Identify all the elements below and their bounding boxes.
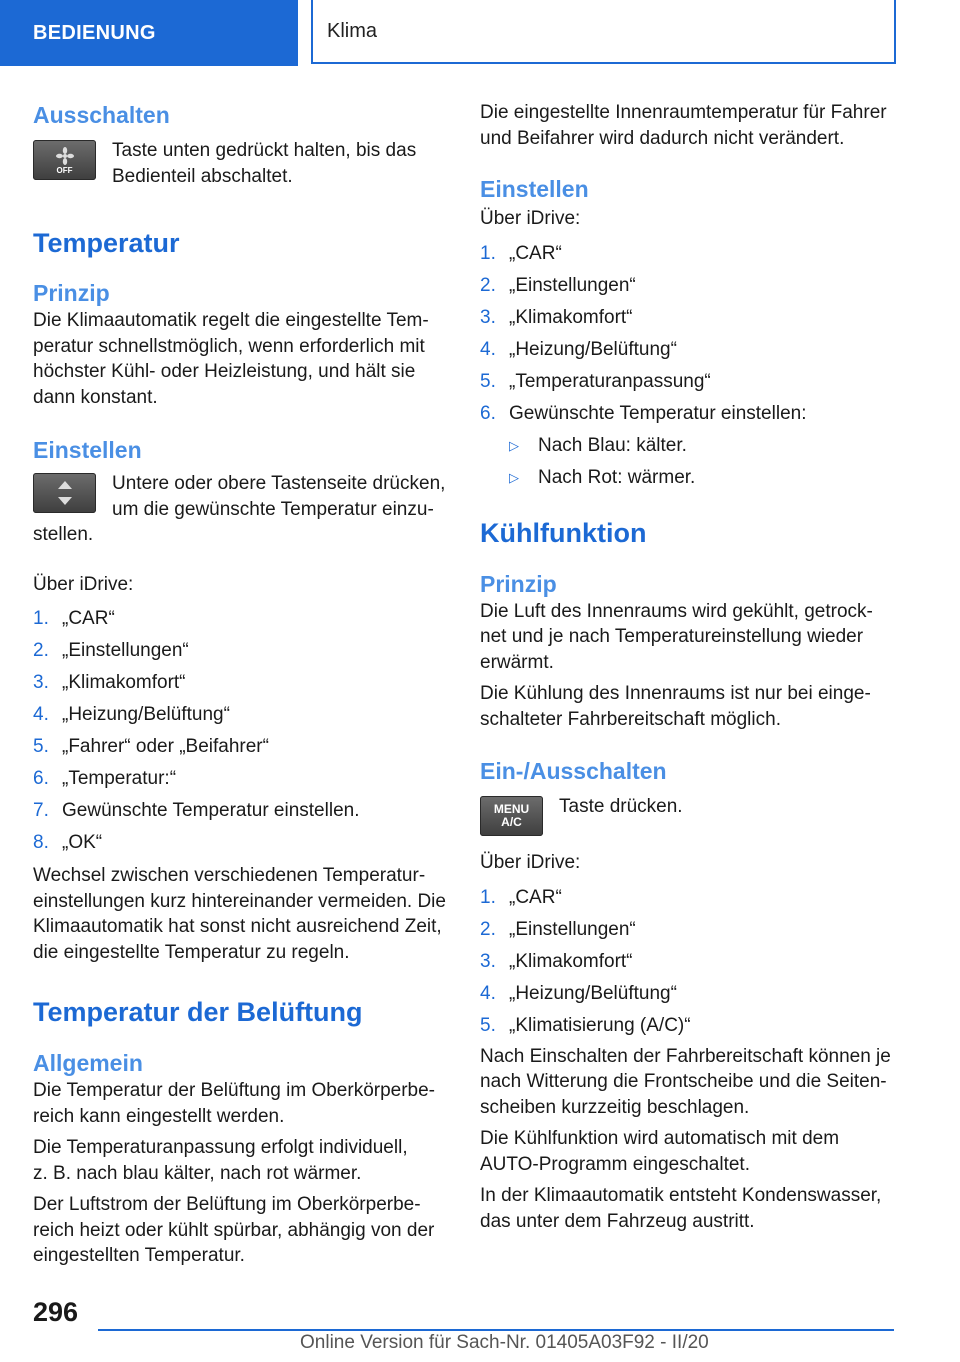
text-line: Nach Einschalten der Fahrbereitschaft können je bbox=[480, 1045, 891, 1067]
belueftung-p2 bbox=[33, 1135, 447, 1186]
step-number: 2. bbox=[480, 274, 496, 296]
menu-label: MENU bbox=[493, 802, 530, 816]
off-label: OFF bbox=[56, 165, 73, 175]
step-text: „Einstellungen“ bbox=[509, 918, 636, 940]
idrive-steps bbox=[33, 603, 447, 859]
list-item bbox=[33, 635, 447, 667]
list-item bbox=[480, 398, 894, 430]
step-number: 5. bbox=[33, 736, 49, 758]
step-text: „Klimakomfort“ bbox=[509, 306, 633, 328]
step-text: „Einstellungen“ bbox=[509, 274, 636, 296]
step-text: „Temperaturanpassung“ bbox=[509, 370, 711, 392]
list-item bbox=[33, 603, 447, 635]
text-line: die eingestellte Temperatur zu regeln. bbox=[33, 941, 350, 963]
footer-text: Online Version für Sach-Nr. 01405A03F92 - II/20 bbox=[300, 1332, 709, 1353]
step-number: 3. bbox=[480, 306, 496, 328]
idrive-steps bbox=[480, 882, 894, 1042]
idrive-label: Über iDrive: bbox=[480, 208, 581, 229]
topic-header bbox=[311, 0, 896, 64]
temperature-rocker-icon bbox=[33, 473, 96, 513]
text-line: eingestellten Temperatur. bbox=[33, 1245, 245, 1266]
left-column bbox=[33, 100, 447, 1269]
text-line: Die Temperatur der Belüftung im Oberkörperbe- bbox=[33, 1080, 436, 1101]
step-text: „Fahrer“ oder „Beifahrer“ bbox=[62, 736, 269, 758]
substep-text: Nach Blau: kälter. bbox=[538, 434, 687, 456]
list-item bbox=[480, 270, 894, 302]
step-number: 1. bbox=[480, 242, 496, 264]
footer-divider bbox=[98, 1329, 894, 1331]
text-line: das unter dem Fahrzeug austritt. bbox=[480, 1210, 755, 1232]
text-line: Die eingestellte Innenraumtemperatur für Fahrer bbox=[480, 102, 887, 123]
prinzip-paragraph bbox=[33, 308, 447, 410]
einstellen-text-2: um die gewünschte Temperatur einzu- bbox=[112, 498, 434, 520]
step-text: „Temperatur:“ bbox=[62, 768, 177, 790]
page-number: 296 bbox=[33, 1297, 79, 1327]
topic-title: Klima bbox=[327, 19, 378, 42]
list-item bbox=[480, 302, 894, 334]
text-line: Klimaautomatik hat sonst nicht ausreichend Zeit, bbox=[33, 916, 442, 937]
list-item bbox=[33, 699, 447, 731]
step-number: 2. bbox=[33, 640, 49, 662]
step-number: 8. bbox=[33, 832, 49, 854]
heading-ein-ausschalten: Ein-/Ausschalten bbox=[480, 758, 667, 784]
heading-allgemein: Allgemein bbox=[33, 1050, 143, 1076]
einstellen-text-3: stellen. bbox=[33, 524, 94, 545]
ausschalten-text-2: Bedienteil abschaltet. bbox=[112, 165, 293, 187]
step-number: 2. bbox=[480, 918, 496, 940]
text-line: einstellungen kurz hintereinander vermeiden. Die bbox=[33, 890, 446, 912]
heading-temperatur: Temperatur bbox=[33, 228, 180, 258]
heading-prinzip-right: Prinzip bbox=[480, 570, 557, 597]
list-item bbox=[33, 827, 447, 859]
step-number: 3. bbox=[33, 672, 49, 694]
kuehl-p1 bbox=[480, 599, 894, 676]
triangle-icon: ▷ bbox=[509, 469, 519, 485]
section-title: BEDIENUNG bbox=[33, 21, 156, 44]
heading-kuehlfunktion: Kühlfunktion bbox=[480, 517, 647, 548]
einstellen-block bbox=[33, 471, 447, 522]
substep-text: Nach Rot: wärmer. bbox=[538, 466, 696, 488]
kuehl-p3 bbox=[480, 1044, 894, 1121]
text-line: In der Klimaautomatik entsteht Kondenswasser, bbox=[480, 1185, 882, 1206]
step-text: „CAR“ bbox=[62, 608, 115, 630]
text-line: Die Kühlung des Innenraums ist nur bei einge- bbox=[480, 683, 871, 704]
text-line: Die Temperaturanpassung erfolgt individuell, bbox=[33, 1137, 408, 1158]
list-item bbox=[480, 946, 894, 978]
substeps bbox=[480, 430, 894, 494]
text-line: und Beifahrer wird dadurch nicht verändert. bbox=[480, 127, 845, 149]
text-line: peratur schnellstmöglich, wenn erforderlich mit bbox=[33, 335, 425, 357]
step-number: 5. bbox=[480, 1014, 496, 1036]
list-item bbox=[509, 430, 894, 462]
text-line: reich kann eingestellt werden. bbox=[33, 1105, 285, 1127]
fan-icon bbox=[54, 146, 76, 166]
step-number: 5. bbox=[480, 370, 496, 392]
heading-prinzip: Prinzip bbox=[33, 280, 110, 306]
text-line: Der Luftstrom der Belüftung im Oberkörperbe- bbox=[33, 1194, 421, 1215]
intro-paragraph bbox=[480, 100, 894, 151]
list-item bbox=[33, 763, 447, 795]
heading-belueftung: Temperatur der Belüftung bbox=[33, 997, 363, 1027]
text-line: scheiben kurzzeitig beschlagen. bbox=[480, 1096, 750, 1118]
step-number: 3. bbox=[480, 950, 496, 972]
step-text: „Einstellungen“ bbox=[62, 640, 189, 662]
step-number: 4. bbox=[480, 338, 496, 360]
text-line: erwärmt. bbox=[480, 651, 554, 673]
list-item bbox=[509, 462, 894, 494]
step-number: 7. bbox=[33, 800, 49, 822]
list-item bbox=[480, 334, 894, 366]
list-item bbox=[33, 795, 447, 827]
step-text: „OK“ bbox=[62, 832, 103, 854]
list-item bbox=[33, 731, 447, 763]
triangle-icon: ▷ bbox=[509, 437, 519, 453]
list-item bbox=[480, 238, 894, 270]
text-line: net und je nach Temperatureinstellung wieder bbox=[480, 626, 864, 647]
idrive-steps bbox=[480, 238, 894, 430]
step-text: „Klimakomfort“ bbox=[62, 672, 186, 694]
list-item bbox=[480, 882, 894, 914]
ausschalten-text-1: Taste unten gedrückt halten, bis das bbox=[112, 140, 417, 161]
ein-ausschalten-block bbox=[480, 794, 894, 836]
fan-off-button-icon bbox=[33, 140, 96, 180]
step-number: 6. bbox=[480, 402, 496, 424]
step-number: 1. bbox=[480, 886, 496, 908]
step-number: 4. bbox=[33, 704, 49, 726]
heading-einstellen-right: Einstellen bbox=[480, 176, 589, 202]
heading-einstellen: Einstellen bbox=[33, 437, 142, 463]
idrive-label: Über iDrive: bbox=[33, 573, 134, 595]
text-line: schalteter Fahrbereitschaft möglich. bbox=[480, 708, 781, 730]
belueftung-p3 bbox=[33, 1192, 447, 1269]
note-paragraph bbox=[33, 863, 447, 965]
step-text: „Klimakomfort“ bbox=[509, 950, 633, 972]
list-item bbox=[480, 1010, 894, 1042]
list-item bbox=[33, 667, 447, 699]
ein-text: Taste drücken. bbox=[559, 796, 683, 817]
ac-label: A/C bbox=[501, 815, 522, 829]
text-line: Die Luft des Innenraums wird gekühlt, getrock- bbox=[480, 600, 873, 622]
step-text: Gewünschte Temperatur einstellen: bbox=[509, 402, 807, 424]
heading-ausschalten: Ausschalten bbox=[33, 102, 170, 128]
section-header bbox=[0, 0, 298, 66]
text-line: nach Witterung die Frontscheibe und die Seiten- bbox=[480, 1071, 887, 1092]
list-item bbox=[480, 914, 894, 946]
step-text: „CAR“ bbox=[509, 886, 562, 908]
list-item bbox=[480, 366, 894, 398]
text-line: Wechsel zwischen verschiedenen Temperatur- bbox=[33, 865, 426, 886]
text-line: Die Kühlfunktion wird automatisch mit dem bbox=[480, 1128, 840, 1149]
right-column bbox=[480, 100, 894, 1234]
einstellen-text-1: Untere oder obere Tastenseite drücken, bbox=[112, 473, 446, 494]
idrive-label: Über iDrive: bbox=[480, 852, 581, 873]
step-number: 6. bbox=[33, 768, 49, 790]
kuehl-p4 bbox=[480, 1126, 894, 1177]
step-text: „Heizung/Belüftung“ bbox=[509, 982, 677, 1004]
kuehl-p5 bbox=[480, 1183, 894, 1234]
ausschalten-block bbox=[33, 138, 447, 189]
text-line: Die Klimaautomatik regelt die eingestellte Tem- bbox=[33, 310, 429, 331]
step-text: „CAR“ bbox=[509, 242, 562, 264]
text-line: z. B. nach blau kälter, nach rot wärmer. bbox=[33, 1162, 362, 1184]
step-text: „Heizung/Belüftung“ bbox=[509, 338, 677, 360]
text-line: AUTO-Programm eingeschaltet. bbox=[480, 1153, 750, 1175]
text-line: höchster Kühl- oder Heizleistung, und hält sie bbox=[33, 361, 416, 382]
menu-ac-button-icon bbox=[480, 796, 543, 836]
step-text: „Klimatisierung (A/C)“ bbox=[509, 1014, 691, 1036]
text-line: dann konstant. bbox=[33, 386, 158, 408]
kuehl-p2 bbox=[480, 681, 894, 732]
step-number: 4. bbox=[480, 982, 496, 1004]
up-down-arrows-icon bbox=[55, 478, 75, 508]
step-text: Gewünschte Temperatur einstellen. bbox=[62, 800, 360, 822]
step-number: 1. bbox=[33, 608, 49, 630]
list-item bbox=[480, 978, 894, 1010]
belueftung-p1 bbox=[33, 1078, 447, 1129]
step-text: „Heizung/Belüftung“ bbox=[62, 704, 230, 726]
text-line: reich heizt oder kühlt spürbar, abhängig von der bbox=[33, 1219, 435, 1241]
